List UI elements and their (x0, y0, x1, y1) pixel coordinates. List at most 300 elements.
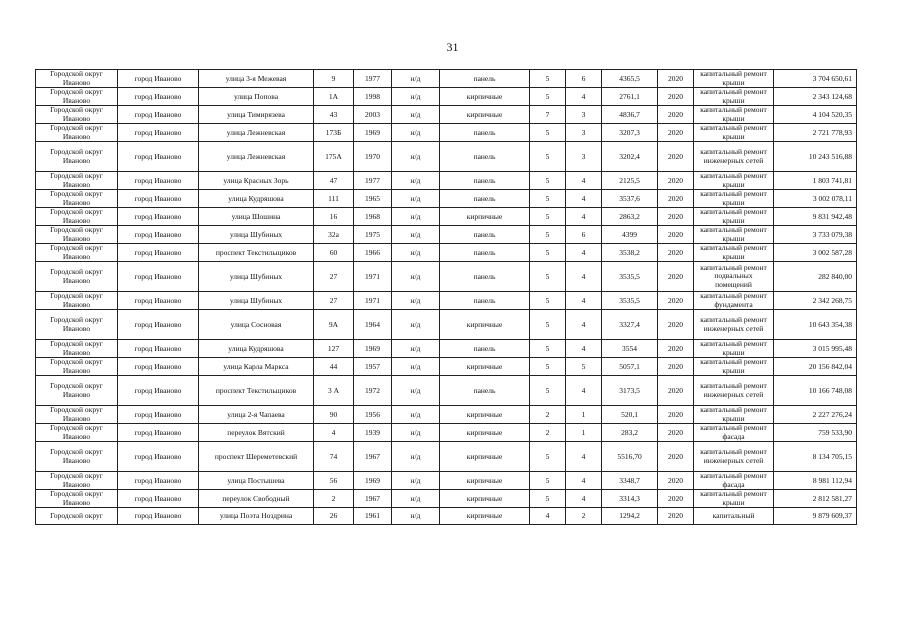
work-type-cell: капитальный ремонт инженерных сетей (694, 142, 774, 172)
plan-year-cell: 2020 (658, 244, 694, 262)
area-cell: 3202,4 (602, 142, 658, 172)
entrances-cell: 6 (566, 70, 602, 88)
wall-material-cell: кирпичные (440, 508, 530, 525)
plan-year-cell: 2020 (658, 124, 694, 142)
wall-material-cell: панель (440, 70, 530, 88)
city-cell: город Иваново (118, 340, 199, 358)
okrug-cell: Городской округ Иваново (36, 292, 118, 310)
okrug-cell: Городской округ Иваново (36, 106, 118, 124)
table-row (36, 424, 857, 442)
wall-material-cell: панель (440, 376, 530, 406)
street-cell: улица Лежневская (199, 142, 314, 172)
house-number-cell: 32а (314, 226, 354, 244)
wall-material-cell: кирпичные (440, 208, 530, 226)
work-type-cell: капитальный ремонт фасада (694, 424, 774, 442)
okrug-cell: Городской округ Иваново (36, 190, 118, 208)
city-cell: город Иваново (118, 442, 199, 472)
area-cell: 3538,2 (602, 244, 658, 262)
cost-cell: 8 134 705,15 (774, 442, 857, 472)
work-type-cell: капитальный ремонт фундамента (694, 292, 774, 310)
build-year-cell: 1957 (354, 358, 392, 376)
street-cell: переулок Свободный (199, 490, 314, 508)
plan-year-cell: 2020 (658, 262, 694, 292)
work-type-cell: капитальный ремонт крыши (694, 358, 774, 376)
wall-material-cell: кирпичные (440, 424, 530, 442)
street-cell: улица Кудряшова (199, 190, 314, 208)
entrances-cell: 6 (566, 226, 602, 244)
nd-cell: н/д (392, 70, 440, 88)
city-cell: город Иваново (118, 406, 199, 424)
wall-material-cell: панель (440, 172, 530, 190)
house-number-cell: 27 (314, 262, 354, 292)
table-row (36, 376, 857, 406)
city-cell: город Иваново (118, 70, 199, 88)
okrug-cell: Городской округ Иваново (36, 310, 118, 340)
street-cell: проспект Текстильщиков (199, 244, 314, 262)
floors-cell: 5 (530, 310, 566, 340)
house-number-cell: 26 (314, 508, 354, 525)
table-row (36, 508, 857, 525)
entrances-cell: 4 (566, 472, 602, 490)
plan-year-cell: 2020 (658, 70, 694, 88)
work-type-cell: капитальный ремонт крыши (694, 70, 774, 88)
wall-material-cell: панель (440, 340, 530, 358)
build-year-cell: 1967 (354, 490, 392, 508)
floors-cell: 5 (530, 208, 566, 226)
plan-year-cell: 2020 (658, 490, 694, 508)
city-cell: город Иваново (118, 142, 199, 172)
street-cell: улица Кудряшова (199, 340, 314, 358)
plan-year-cell: 2020 (658, 190, 694, 208)
area-cell: 3173,5 (602, 376, 658, 406)
area-cell: 4836,7 (602, 106, 658, 124)
okrug-cell: Городской округ Иваново (36, 424, 118, 442)
wall-material-cell: кирпичные (440, 88, 530, 106)
house-number-cell: 9А (314, 310, 354, 340)
floors-cell: 5 (530, 190, 566, 208)
table-body (36, 70, 857, 525)
nd-cell: н/д (392, 142, 440, 172)
table-row (36, 88, 857, 106)
street-cell: улица Сосновая (199, 310, 314, 340)
work-type-cell: капитальный ремонт крыши (694, 208, 774, 226)
floors-cell: 5 (530, 376, 566, 406)
work-type-cell: капитальный (694, 508, 774, 525)
cost-cell: 20 156 842,04 (774, 358, 857, 376)
build-year-cell: 1965 (354, 190, 392, 208)
house-number-cell: 60 (314, 244, 354, 262)
house-number-cell: 127 (314, 340, 354, 358)
house-number-cell: 27 (314, 292, 354, 310)
plan-year-cell: 2020 (658, 208, 694, 226)
table-row (36, 442, 857, 472)
area-cell: 2761,1 (602, 88, 658, 106)
floors-cell: 5 (530, 124, 566, 142)
table-row (36, 124, 857, 142)
cost-cell: 2 343 124,68 (774, 88, 857, 106)
nd-cell: н/д (392, 508, 440, 525)
cost-cell: 9 831 942,48 (774, 208, 857, 226)
table-row (36, 406, 857, 424)
okrug-cell: Городской округ Иваново (36, 172, 118, 190)
city-cell: город Иваново (118, 262, 199, 292)
okrug-cell: Городской округ Иваново (36, 208, 118, 226)
entrances-cell: 4 (566, 490, 602, 508)
build-year-cell: 1969 (354, 340, 392, 358)
cost-cell: 3 002 078,11 (774, 190, 857, 208)
house-number-cell: 44 (314, 358, 354, 376)
table-row (36, 70, 857, 88)
entrances-cell: 1 (566, 406, 602, 424)
area-cell: 520,1 (602, 406, 658, 424)
street-cell: улица Шубиных (199, 226, 314, 244)
table-row (36, 190, 857, 208)
area-cell: 4399 (602, 226, 658, 244)
work-type-cell: капитальный ремонт крыши (694, 124, 774, 142)
floors-cell: 7 (530, 106, 566, 124)
entrances-cell: 4 (566, 208, 602, 226)
city-cell: город Иваново (118, 358, 199, 376)
nd-cell: н/д (392, 490, 440, 508)
floors-cell: 5 (530, 70, 566, 88)
plan-year-cell: 2020 (658, 172, 694, 190)
wall-material-cell: панель (440, 142, 530, 172)
nd-cell: н/д (392, 106, 440, 124)
area-cell: 3348,7 (602, 472, 658, 490)
plan-year-cell: 2020 (658, 292, 694, 310)
city-cell: город Иваново (118, 244, 199, 262)
plan-year-cell: 2020 (658, 106, 694, 124)
city-cell: город Иваново (118, 208, 199, 226)
street-cell: улица 2-я Чапаева (199, 406, 314, 424)
build-year-cell: 1969 (354, 472, 392, 490)
area-cell: 3535,5 (602, 262, 658, 292)
build-year-cell: 1970 (354, 142, 392, 172)
table-row (36, 310, 857, 340)
street-cell: улица Красных Зорь (199, 172, 314, 190)
plan-year-cell: 2020 (658, 88, 694, 106)
work-type-cell: капитальный ремонт крыши (694, 106, 774, 124)
floors-cell: 5 (530, 172, 566, 190)
floors-cell: 5 (530, 358, 566, 376)
build-year-cell: 1971 (354, 262, 392, 292)
wall-material-cell: кирпичные (440, 406, 530, 424)
build-year-cell: 1956 (354, 406, 392, 424)
okrug-cell: Городской округ (36, 508, 118, 525)
street-cell: проспект Шереметевский (199, 442, 314, 472)
table-row (36, 226, 857, 244)
house-number-cell: 3 А (314, 376, 354, 406)
house-number-cell: 56 (314, 472, 354, 490)
city-cell: город Иваново (118, 124, 199, 142)
entrances-cell: 3 (566, 124, 602, 142)
okrug-cell: Городской округ Иваново (36, 472, 118, 490)
street-cell: улица Шошина (199, 208, 314, 226)
floors-cell: 5 (530, 292, 566, 310)
work-type-cell: капитальный ремонт инженерных сетей (694, 310, 774, 340)
wall-material-cell: кирпичные (440, 310, 530, 340)
cost-cell: 3 733 079,38 (774, 226, 857, 244)
okrug-cell: Городской округ Иваново (36, 358, 118, 376)
cost-cell: 2 342 268,75 (774, 292, 857, 310)
cost-cell: 8 981 112,94 (774, 472, 857, 490)
build-year-cell: 1967 (354, 442, 392, 472)
plan-year-cell: 2020 (658, 142, 694, 172)
city-cell: город Иваново (118, 376, 199, 406)
plan-year-cell: 2020 (658, 226, 694, 244)
street-cell: улица Поэта Ноздрина (199, 508, 314, 525)
entrances-cell: 4 (566, 340, 602, 358)
okrug-cell: Городской округ Иваново (36, 142, 118, 172)
nd-cell: н/д (392, 424, 440, 442)
table-row (36, 340, 857, 358)
nd-cell: н/д (392, 88, 440, 106)
entrances-cell: 4 (566, 442, 602, 472)
cost-cell: 1 803 741,81 (774, 172, 857, 190)
house-number-cell: 43 (314, 106, 354, 124)
nd-cell: н/д (392, 208, 440, 226)
street-cell: улица Попова (199, 88, 314, 106)
nd-cell: н/д (392, 472, 440, 490)
plan-year-cell: 2020 (658, 472, 694, 490)
build-year-cell: 2003 (354, 106, 392, 124)
okrug-cell: Городской округ Иваново (36, 244, 118, 262)
city-cell: город Иваново (118, 490, 199, 508)
street-cell: переулок Вятский (199, 424, 314, 442)
house-number-cell: 90 (314, 406, 354, 424)
build-year-cell: 1961 (354, 508, 392, 525)
floors-cell: 5 (530, 88, 566, 106)
nd-cell: н/д (392, 406, 440, 424)
plan-year-cell: 2020 (658, 340, 694, 358)
table-row (36, 292, 857, 310)
work-type-cell: капитальный ремонт крыши (694, 88, 774, 106)
floors-cell: 5 (530, 340, 566, 358)
plan-year-cell: 2020 (658, 406, 694, 424)
wall-material-cell: кирпичные (440, 106, 530, 124)
entrances-cell: 4 (566, 88, 602, 106)
house-number-cell: 2 (314, 490, 354, 508)
house-number-cell: 4 (314, 424, 354, 442)
okrug-cell: Городской округ Иваново (36, 340, 118, 358)
table-row (36, 208, 857, 226)
area-cell: 3327,4 (602, 310, 658, 340)
city-cell: город Иваново (118, 172, 199, 190)
entrances-cell: 3 (566, 106, 602, 124)
entrances-cell: 4 (566, 376, 602, 406)
wall-material-cell: панель (440, 244, 530, 262)
area-cell: 2863,2 (602, 208, 658, 226)
street-cell: улица Карла Маркса (199, 358, 314, 376)
entrances-cell: 5 (566, 358, 602, 376)
table-row (36, 172, 857, 190)
house-number-cell: 1А (314, 88, 354, 106)
area-cell: 1294,2 (602, 508, 658, 525)
table-row (36, 490, 857, 508)
cost-cell: 10 166 748,08 (774, 376, 857, 406)
okrug-cell: Городской округ Иваново (36, 226, 118, 244)
floors-cell: 5 (530, 442, 566, 472)
area-cell: 5057,1 (602, 358, 658, 376)
okrug-cell: Городской округ Иваново (36, 70, 118, 88)
area-cell: 283,2 (602, 424, 658, 442)
okrug-cell: Городской округ Иваново (36, 442, 118, 472)
work-type-cell: капитальный ремонт крыши (694, 340, 774, 358)
city-cell: город Иваново (118, 226, 199, 244)
entrances-cell: 4 (566, 310, 602, 340)
table-row (36, 106, 857, 124)
nd-cell: н/д (392, 172, 440, 190)
entrances-cell: 4 (566, 190, 602, 208)
area-cell: 3207,3 (602, 124, 658, 142)
work-type-cell: капитальный ремонт крыши (694, 244, 774, 262)
street-cell: улица Постышева (199, 472, 314, 490)
build-year-cell: 1977 (354, 70, 392, 88)
cost-cell: 2 227 276,24 (774, 406, 857, 424)
nd-cell: н/д (392, 376, 440, 406)
city-cell: город Иваново (118, 190, 199, 208)
wall-material-cell: кирпичные (440, 442, 530, 472)
floors-cell: 2 (530, 424, 566, 442)
plan-year-cell: 2020 (658, 358, 694, 376)
house-number-cell: 111 (314, 190, 354, 208)
floors-cell: 5 (530, 262, 566, 292)
wall-material-cell: кирпичные (440, 490, 530, 508)
build-year-cell: 1998 (354, 88, 392, 106)
city-cell: город Иваново (118, 106, 199, 124)
house-number-cell: 175А (314, 142, 354, 172)
entrances-cell: 4 (566, 172, 602, 190)
entrances-cell: 2 (566, 508, 602, 525)
nd-cell: н/д (392, 442, 440, 472)
build-year-cell: 1969 (354, 124, 392, 142)
okrug-cell: Городской округ Иваново (36, 88, 118, 106)
nd-cell: н/д (392, 310, 440, 340)
entrances-cell: 4 (566, 292, 602, 310)
city-cell: город Иваново (118, 88, 199, 106)
wall-material-cell: панель (440, 124, 530, 142)
area-cell: 3537,6 (602, 190, 658, 208)
wall-material-cell: панель (440, 226, 530, 244)
table-row (36, 142, 857, 172)
floors-cell: 2 (530, 406, 566, 424)
build-year-cell: 1939 (354, 424, 392, 442)
cost-cell: 759 533,90 (774, 424, 857, 442)
cost-cell: 10 243 516,88 (774, 142, 857, 172)
okrug-cell: Городской округ Иваново (36, 490, 118, 508)
wall-material-cell: панель (440, 292, 530, 310)
city-cell: город Иваново (118, 472, 199, 490)
city-cell: город Иваново (118, 508, 199, 525)
floors-cell: 5 (530, 244, 566, 262)
work-type-cell: капитальный ремонт крыши (694, 190, 774, 208)
okrug-cell: Городской округ Иваново (36, 262, 118, 292)
cost-cell: 10 643 354,38 (774, 310, 857, 340)
build-year-cell: 1975 (354, 226, 392, 244)
area-cell: 2125,5 (602, 172, 658, 190)
nd-cell: н/д (392, 292, 440, 310)
nd-cell: н/д (392, 340, 440, 358)
okrug-cell: Городской округ Иваново (36, 124, 118, 142)
nd-cell: н/д (392, 262, 440, 292)
street-cell: улица 3-я Межевая (199, 70, 314, 88)
work-type-cell: капитальный ремонт инженерных сетей (694, 376, 774, 406)
work-type-cell: капитальный ремонт крыши (694, 172, 774, 190)
street-cell: улица Шубиных (199, 292, 314, 310)
build-year-cell: 1968 (354, 208, 392, 226)
repair-program-table (35, 69, 857, 525)
city-cell: город Иваново (118, 292, 199, 310)
work-type-cell: капитальный ремонт инженерных сетей (694, 442, 774, 472)
house-number-cell: 47 (314, 172, 354, 190)
work-type-cell: капитальный ремонт крыши (694, 226, 774, 244)
cost-cell: 4 104 520,35 (774, 106, 857, 124)
cost-cell: 282 840,00 (774, 262, 857, 292)
house-number-cell: 16 (314, 208, 354, 226)
page-number: 31 (446, 40, 459, 54)
cost-cell: 9 879 609,37 (774, 508, 857, 525)
cost-cell: 3 015 995,48 (774, 340, 857, 358)
wall-material-cell: кирпичные (440, 358, 530, 376)
table-row (36, 358, 857, 376)
work-type-cell: капитальный ремонт подвальных помещений (694, 262, 774, 292)
cost-cell: 2 812 581,27 (774, 490, 857, 508)
plan-year-cell: 2020 (658, 424, 694, 442)
work-type-cell: капитальный ремонт крыши (694, 490, 774, 508)
floors-cell: 5 (530, 490, 566, 508)
okrug-cell: Городской округ Иваново (36, 406, 118, 424)
build-year-cell: 1977 (354, 172, 392, 190)
nd-cell: н/д (392, 124, 440, 142)
area-cell: 3535,5 (602, 292, 658, 310)
okrug-cell: Городской округ Иваново (36, 376, 118, 406)
house-number-cell: 173Б (314, 124, 354, 142)
table-row (36, 472, 857, 490)
work-type-cell: капитальный ремонт фасада (694, 472, 774, 490)
cost-cell: 3 704 650,61 (774, 70, 857, 88)
area-cell: 4365,5 (602, 70, 658, 88)
plan-year-cell: 2020 (658, 310, 694, 340)
wall-material-cell: панель (440, 190, 530, 208)
area-cell: 5516,70 (602, 442, 658, 472)
street-cell: улица Тимирязева (199, 106, 314, 124)
cost-cell: 3 002 587,28 (774, 244, 857, 262)
entrances-cell: 4 (566, 262, 602, 292)
table-row (36, 244, 857, 262)
street-cell: улица Лежневская (199, 124, 314, 142)
entrances-cell: 3 (566, 142, 602, 172)
wall-material-cell: панель (440, 262, 530, 292)
build-year-cell: 1971 (354, 292, 392, 310)
cost-cell: 2 721 778,93 (774, 124, 857, 142)
entrances-cell: 1 (566, 424, 602, 442)
build-year-cell: 1972 (354, 376, 392, 406)
street-cell: улица Шубиных (199, 262, 314, 292)
floors-cell: 4 (530, 508, 566, 525)
house-number-cell: 74 (314, 442, 354, 472)
build-year-cell: 1964 (354, 310, 392, 340)
nd-cell: н/д (392, 190, 440, 208)
floors-cell: 5 (530, 142, 566, 172)
plan-year-cell: 2020 (658, 376, 694, 406)
city-cell: город Иваново (118, 424, 199, 442)
wall-material-cell: кирпичные (440, 472, 530, 490)
area-cell: 3554 (602, 340, 658, 358)
area-cell: 3314,3 (602, 490, 658, 508)
build-year-cell: 1966 (354, 244, 392, 262)
nd-cell: н/д (392, 226, 440, 244)
nd-cell: н/д (392, 358, 440, 376)
